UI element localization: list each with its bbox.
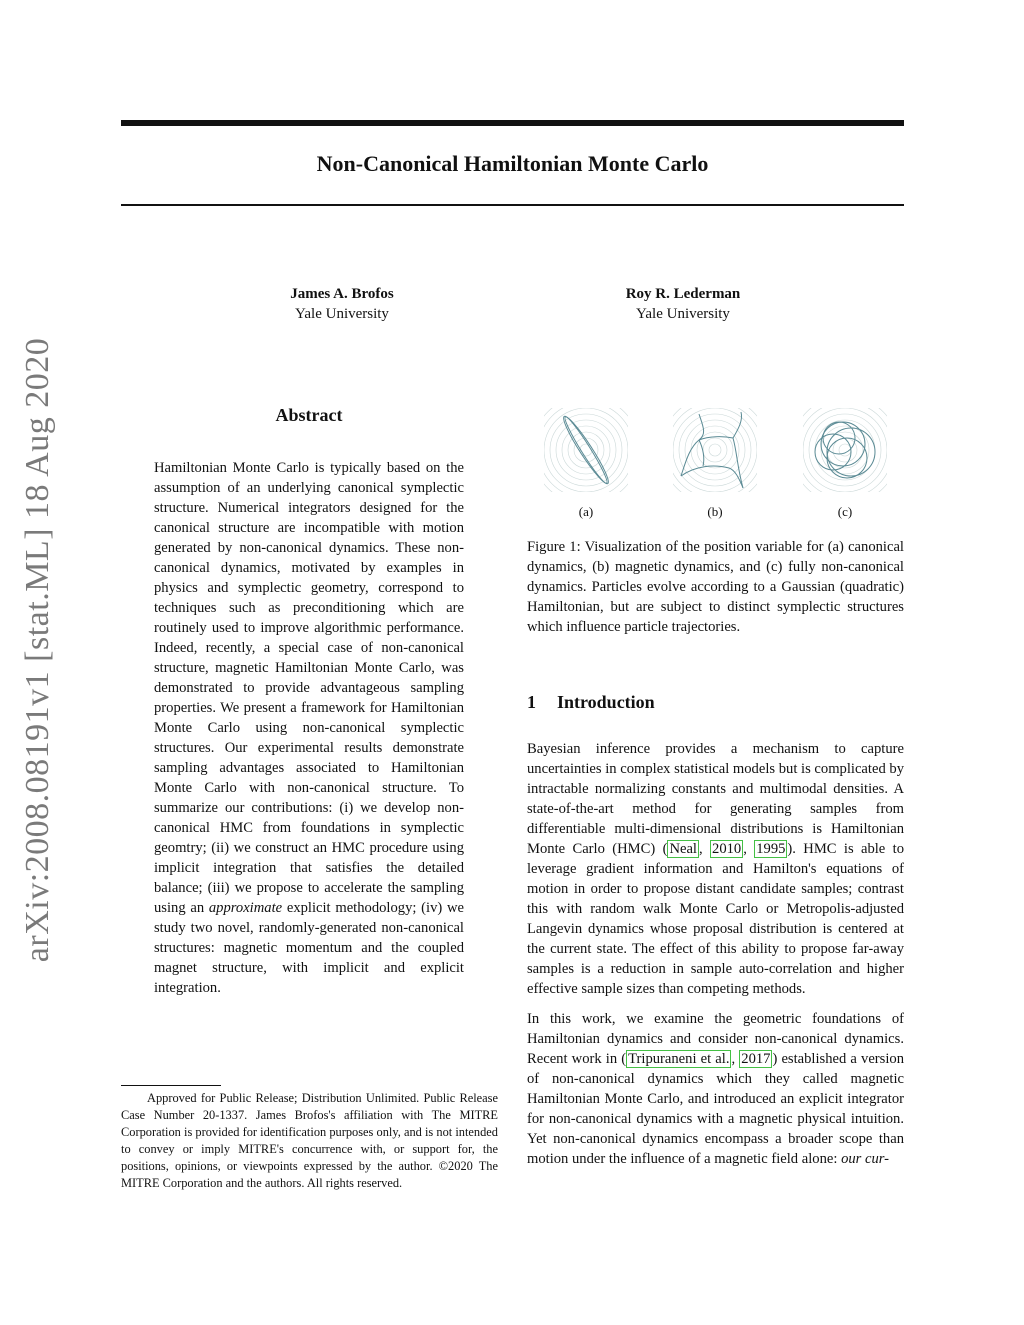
abstract-emphasis: approximate: [208, 900, 283, 916]
citation-link[interactable]: 1995: [756, 841, 786, 857]
figure-label-a: (a): [578, 504, 594, 519]
paragraph-text: Bayesian inference provides a mechanism to capture uncertainties in complex statistical models but is complicated by intractable normalizing constants and multimodal densities. A state-of-the-art method for generating samples from differentiable multi-dimensional distributions is Hamiltonian Monte Carlo (HMC) (: [527, 741, 904, 857]
citation-link[interactable]: 2017: [741, 1051, 771, 1067]
trajectory-line: [815, 422, 875, 478]
abstract-body-cont: explicit methodology; (iv) we study two novel, randomly-generated non-canonical structures: magnetic momentum and the coupled magnet structure, with implicit and explicit integration.: [154, 900, 464, 996]
citation-link[interactable]: 2010: [712, 841, 742, 857]
figure-caption: Figure 1: Visualization of the position variable for (a) canonical dynamics, (b) magnetic dynamics, and (c) fully non-canonical dynamics. Particles evolve according to a Gaussian (quadratic) Hamiltonian, but are subject to distinct symplectic structures which influence particle trajectories.: [527, 539, 904, 635]
contour-lines: [544, 408, 628, 492]
author-affiliation: Yale University: [295, 306, 389, 322]
trajectory-line: [559, 413, 613, 487]
paragraph: Bayesian inference provides a mechanism to capture uncertainties in complex statistical models but is complicated by intractable normalizing constants and multimodal densities. A state-of-the-art method for generating samples from differentiable multi-dimensional distributions is Hamiltonian Monte Carlo (HMC) ( Neal , 2010 , 1995 ). HMC is able to leverage gradient information and Hamilton's equations of motion in order to propose distant candidate samples; contrast this with random walk Monte Carlo or Metropolis-adjusted Langevin dynamics whose proposal distribution is centered at the current state. The effect of this ability to propose far-away samples is a reduction in sample auto-correlation and higher effective sample sizes than competing methods.: [527, 741, 904, 997]
abstract-heading: Abstract: [275, 405, 343, 425]
contour-lines: [673, 408, 757, 492]
figure-label-b: (b): [707, 504, 723, 519]
title-bottom-rule: [121, 204, 904, 206]
section-number: 1: [527, 692, 536, 712]
paragraph-text: ) established a version of non-canonical dynamics which they called magnetic Hamiltonian Monte Carlo, and introduced an explicit integrator for non-canonical dynamics with a magnetic physical intuition. Yet non-canonical dynamics encompass a broader scope than motion under the influence of a magnetic field alone:: [527, 1051, 904, 1167]
paragraph-text: In this work, we examine the geometric foundations of Hamiltonian dynamics and consider non-canonical dynamics. Recent work in (: [527, 1011, 904, 1067]
abstract-text: [154, 458, 464, 998]
author-name: Roy R. Lederman: [625, 286, 741, 302]
author-block: [533, 284, 833, 324]
figure-panel-c: [803, 408, 887, 492]
paragraph-text: ). HMC is able to leverage gradient information and Hamilton's equations of motion in order to propose distant candidate samples; contrast this with random walk Monte Carlo or Metropolis-adjusted Langevin dynamics whose proposal distribution is centered at the current state. The effect of this ability to propose far-away samples is a reduction in sample auto-correlation and higher effective sample sizes than competing methods.: [527, 841, 904, 997]
paragraph-emphasis: our cur-: [841, 1151, 890, 1167]
citation-link[interactable]: Neal: [669, 841, 697, 857]
paper-title: Non-Canonical Hamiltonian Monte Carlo: [316, 151, 709, 176]
author-name: James A. Brofos: [290, 286, 394, 302]
abstract-body: Hamiltonian Monte Carlo is typically based on the assumption of an underlying canonical symplectic structure. Numerical integrators designed for the canonical structure are incompatible with motion generated by non-canonical dynamics. These non-canonical dynamics, motivated by examples in physics and symplectic geometry, correspond to techniques such as preconditioning which are routinely used to improve algorithmic performance. Indeed, recently, a special case of non-canonical structure, magnetic Hamiltonian Monte Carlo, was demonstrated to provide advantageous sampling properties. We present a framework for Hamiltonian Monte Carlo using non-canonical symplectic structures. Our experimental results demonstrate sampling advantages associated to Hamiltonian Monte Carlo with non-canonical structure. To summarize our contributions: (i) we develop non-canonical HMC from foundations in symplectic geomtry; (ii) we construct an HMC procedure using implicit integration that satisfies the detailed balance; (iii) we propose to accelerate the sampling using an: [154, 460, 464, 916]
author-block: [192, 284, 492, 324]
section-title: Introduction: [557, 692, 655, 712]
footnote-rule: [121, 1085, 221, 1086]
title-top-rule: [121, 120, 904, 126]
citation-link[interactable]: Tripuraneni et al.: [628, 1051, 730, 1067]
arxiv-watermark: arXiv:2008.08191v1 [stat.ML] 18 Aug 2020: [19, 337, 56, 963]
figure-panel-b: [673, 408, 757, 492]
figure-label-c: (c): [837, 504, 853, 519]
section-heading: [527, 692, 655, 713]
paragraph: In this work, we examine the geometric foundations of Hamiltonian dynamics and consider non-canonical dynamics. Recent work in ( Tripuraneni et al. , 2017 ) established a version of non-canonical dynamics which they called magnetic Hamiltonian Monte Carlo, and introduced an explicit integrator for non-canonical dynamics with a magnetic physical intuition. Yet non-canonical dynamics encompass a broader scope than motion under the influence of a magnetic field alone: our cur-: [527, 1011, 904, 1167]
author-affiliation: Yale University: [636, 306, 730, 322]
footnote: Approved for Public Release; Distribution Unlimited. Public Release Case Number 20-1337. James Brofos's affiliation with The MITRE Corporation is provided for identification purposes only, and is not intended to convey or imply MITRE's concurrence with, or support for, the positions, opinions, or viewpoints expressed by the author. ©2020 The MITRE Corporation and the authors. All rights reserved.: [121, 1091, 498, 1190]
figure-panel-a: [544, 408, 628, 492]
introduction-text: [527, 739, 904, 1179]
